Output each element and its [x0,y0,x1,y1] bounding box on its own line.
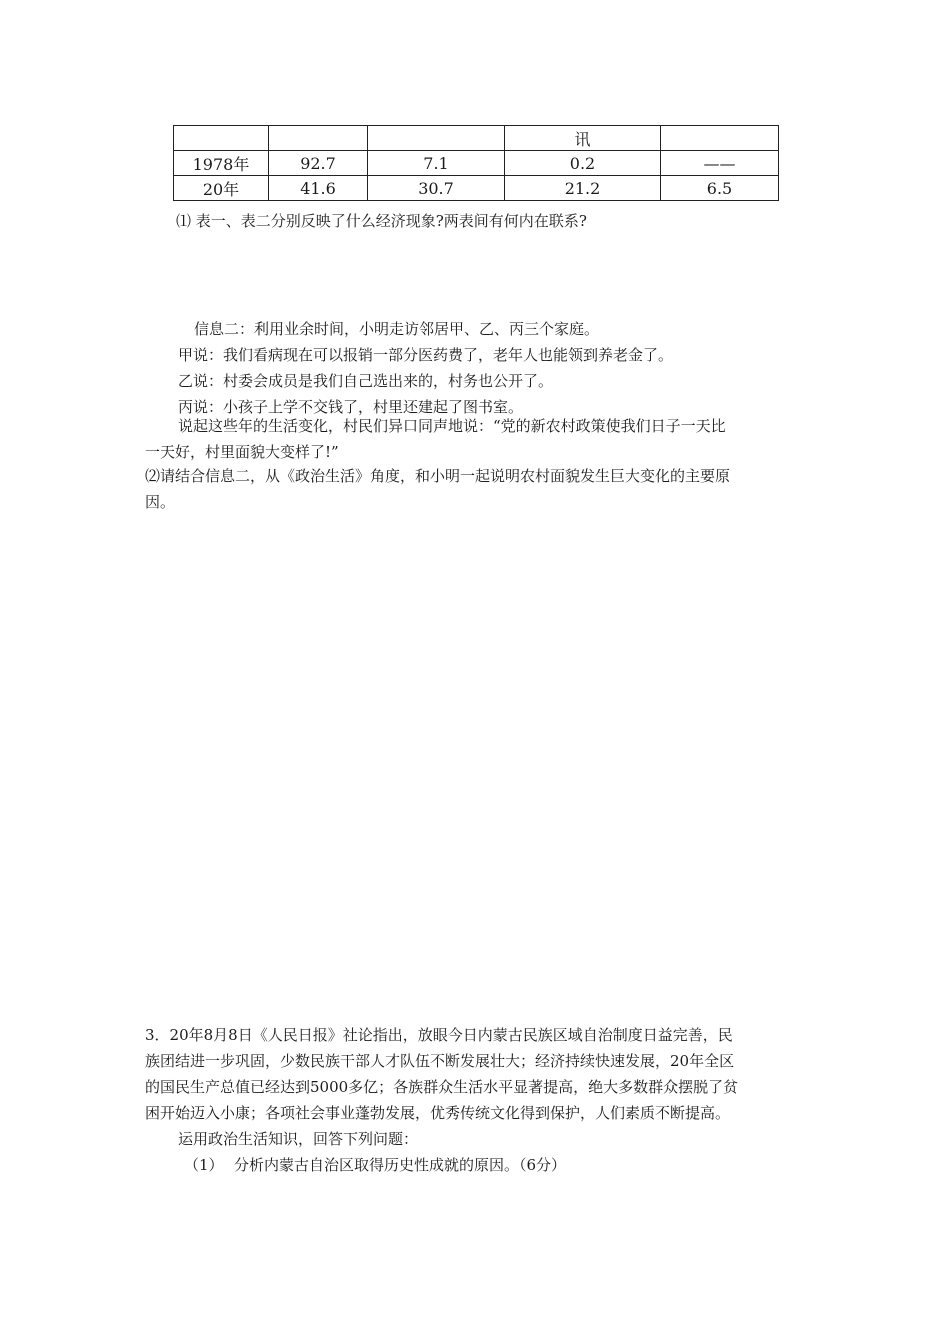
info2-summary-line2: 一天好，村里面貌大变样了!” [145,443,339,461]
table-cell: —— [661,151,779,176]
question-3-instruction: 运用政治生活知识，回答下列问题： [178,1130,419,1148]
table-cell: 30.7 [368,176,505,201]
table-cell [661,126,779,151]
question-3-paragraph [145,1022,738,1126]
info2-jia: 甲说：我们看病现在可以报销一部分医药费了，老年人也能领到养老金了。 [178,346,674,364]
table-cell [174,126,269,151]
question-3-line: 族团结进一步巩固，少数民族干部人才队伍不断发展壮大；经济持续快速发展，20年全区 [145,1052,735,1070]
sub-question-text: 分析内蒙古自治区取得历史性成就的原因。（6分） [234,1156,567,1174]
info2-bing: 丙说：小孩子上学不交钱了，村里还建起了图书室。 [178,398,524,416]
watermark [730,1280,745,1320]
info2-summary-line1: 说起这些年的生活变化，村民们异口同声地说：“党的新农村政策使我们日子一天比 [178,417,726,435]
table-row [174,126,779,151]
table-cell: 41.6 [269,176,368,201]
table-cell [269,126,368,151]
table-cell: 7.1 [368,151,505,176]
table-cell [368,126,505,151]
question-2-line2: 因。 [145,493,176,511]
table-cell: 0.2 [505,151,661,176]
info2-intro: 信息二：利用业余时间，小明走访邻居甲、乙、丙三个家庭。 [194,320,600,338]
question-3-line: 3．20年8月8日《人民日报》社论指出，放眼今日内蒙古民族区域自治制度日益完善，民 [145,1026,733,1044]
table-cell: 92.7 [269,151,368,176]
question-3-line: 困开始迈入小康；各项社会事业蓬勃发展，优秀传统文化得到保护，人们素质不断提高。 [145,1104,731,1122]
table-cell: 20年 [174,176,269,201]
table-cell: 1978年 [174,151,269,176]
data-table [173,125,779,201]
question-3-line: 的国民生产总值已经达到5000多亿；各族群众生活水平显著提高，绝大多数群众摆脱了贫 [145,1078,739,1096]
info2-yi: 乙说：村委会成员是我们自己选出来的，村务也公开了。 [178,372,554,390]
question-2-line1: ⑵请结合信息二，从《政治生活》角度，和小明一起说明农村面貌发生巨大变化的主要原 [145,467,731,485]
table-row [174,176,779,201]
table-cell: 6.5 [661,176,779,201]
question-1: ⑴ 表一、表二分别反映了什么经济现象?两表间有何内在联系? [176,212,587,230]
watermark [716,852,731,892]
table-cell: 讯 [505,126,661,151]
table-cell: 21.2 [505,176,661,201]
table-row [174,151,779,176]
question-3-sub1 [184,1152,566,1178]
sub-question-number: （1） [184,1156,224,1174]
